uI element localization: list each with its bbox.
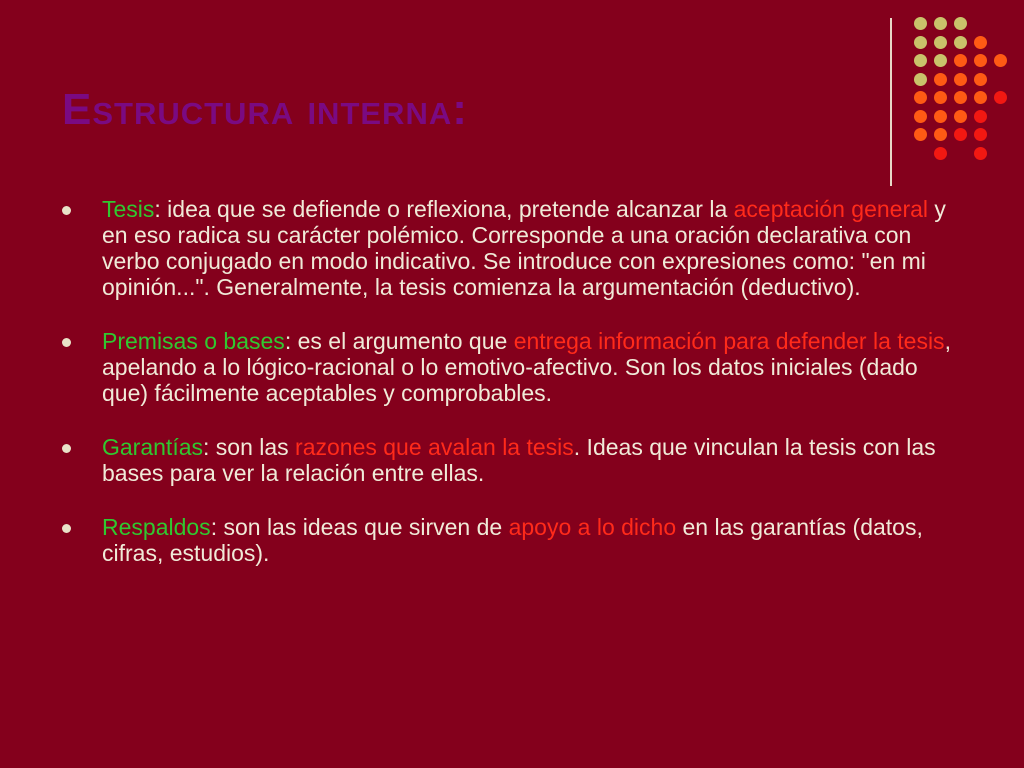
highlight-text: razones que avalan la tesis bbox=[295, 434, 574, 460]
bullet-icon bbox=[62, 524, 71, 533]
decorative-dot bbox=[954, 110, 967, 123]
decorative-dot bbox=[934, 73, 947, 86]
decorative-dot bbox=[934, 128, 947, 141]
slide-title: Estructura interna: bbox=[62, 85, 468, 134]
list-item bbox=[62, 196, 962, 300]
decorative-dot bbox=[974, 36, 987, 49]
decorative-dot bbox=[974, 54, 987, 67]
decorative-dot bbox=[934, 17, 947, 30]
decorative-dot bbox=[974, 73, 987, 86]
decorative-dot bbox=[954, 91, 967, 104]
decorative-dot bbox=[914, 110, 927, 123]
item-text: : idea que se defiende o reflexiona, pretende alcanzar la bbox=[154, 196, 734, 222]
bullet-icon bbox=[62, 206, 71, 215]
item-text: . Ideas que vinculan la tesis con las bases para ver la relación entre ellas. bbox=[102, 434, 936, 486]
decorative-dot bbox=[934, 91, 947, 104]
decorative-dot bbox=[974, 110, 987, 123]
list-item bbox=[62, 434, 962, 486]
decorative-dot bbox=[914, 73, 927, 86]
decorative-divider-line bbox=[890, 18, 892, 186]
decorative-dot bbox=[974, 147, 987, 160]
item-text: , apelando a lo lógico-racional o lo emotivo-afectivo. Son los datos iniciales (dado que) fácilmente aceptables y comprobables. bbox=[102, 328, 951, 406]
term-label: Garantías bbox=[102, 434, 203, 460]
item-text: y en eso radica su carácter polémico. Corresponde a una oración declarativa con verbo conjugado en modo indicativo. Se introduce con expresiones como: "en mi opinión...". Generalmente, la tesis comienza la argumentación (deductivo). bbox=[102, 196, 946, 300]
decorative-dot bbox=[954, 73, 967, 86]
decorative-dot bbox=[954, 54, 967, 67]
term-label: Respaldos bbox=[102, 514, 211, 540]
bullet-icon bbox=[62, 444, 71, 453]
item-text: : es el argumento que bbox=[284, 328, 514, 354]
list-item bbox=[62, 514, 962, 566]
decorative-dot bbox=[914, 54, 927, 67]
decorative-dot bbox=[914, 128, 927, 141]
decorative-dot bbox=[954, 128, 967, 141]
decorative-dot bbox=[954, 17, 967, 30]
decorative-dot bbox=[914, 17, 927, 30]
item-text: : son las ideas que sirven de bbox=[210, 514, 509, 540]
decorative-dot bbox=[954, 36, 967, 49]
list-item bbox=[62, 328, 962, 406]
decorative-dot bbox=[974, 128, 987, 141]
highlight-text: apoyo a lo dicho bbox=[508, 514, 677, 540]
decorative-dot bbox=[934, 147, 947, 160]
decorative-dot bbox=[934, 36, 947, 49]
item-text: en las garantías (datos, cifras, estudios). bbox=[102, 514, 923, 566]
term-label: Premisas o bases bbox=[102, 328, 285, 354]
bullet-icon bbox=[62, 338, 71, 347]
highlight-text: entrega información para defender la tesis bbox=[513, 328, 945, 354]
decorative-dot bbox=[994, 91, 1007, 104]
term-label: Tesis bbox=[102, 196, 155, 222]
bullet-list bbox=[62, 196, 962, 594]
item-text: : son las bbox=[203, 434, 296, 460]
decorative-dot bbox=[914, 91, 927, 104]
decorative-dot bbox=[994, 54, 1007, 67]
highlight-text: aceptación general bbox=[733, 196, 929, 222]
decorative-dot bbox=[914, 36, 927, 49]
decorative-dot bbox=[934, 54, 947, 67]
decorative-dot bbox=[934, 110, 947, 123]
decorative-dot bbox=[974, 91, 987, 104]
